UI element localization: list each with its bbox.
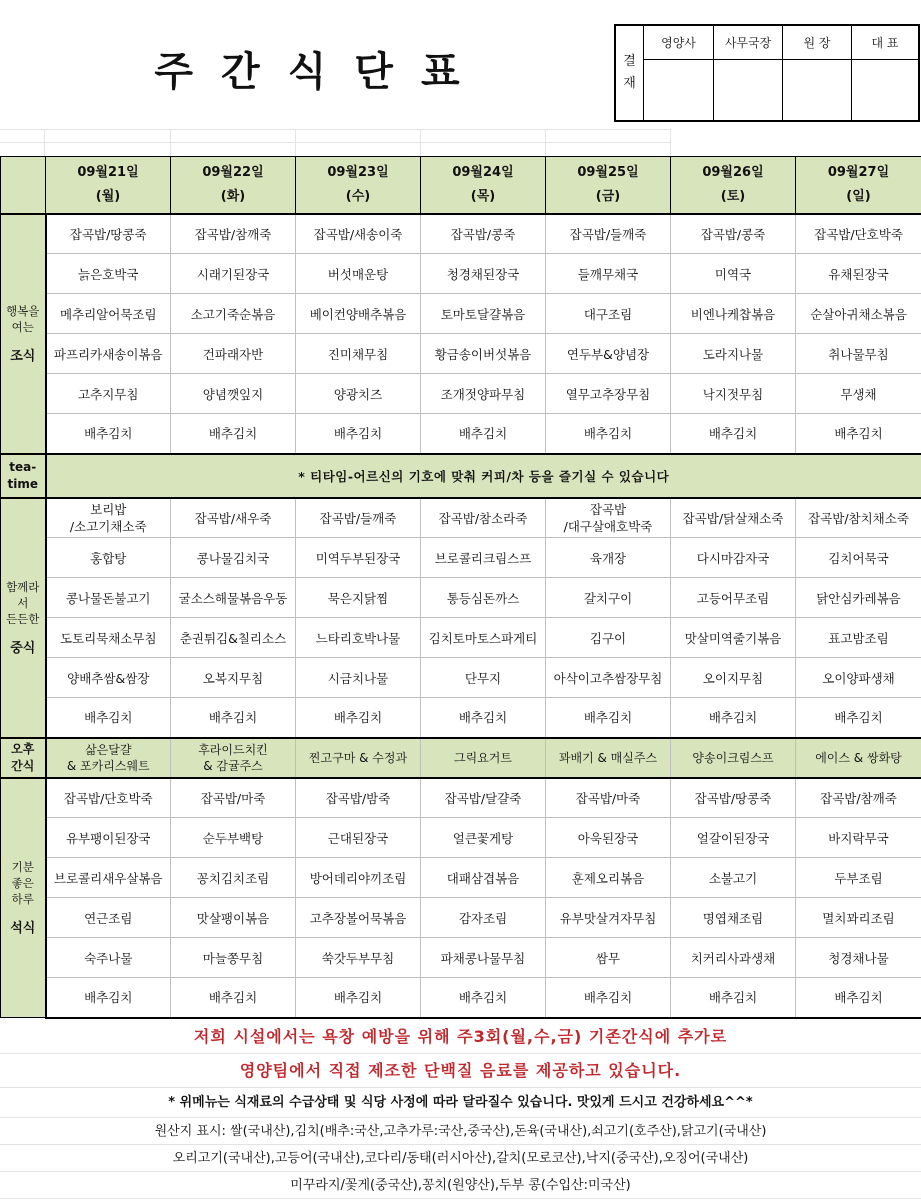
lunch-item: 배추김치 bbox=[546, 698, 671, 738]
dinner-item: 잡곡밥/참깨죽 bbox=[796, 778, 921, 818]
teatime-message: * 티타임-어르신의 기호에 맞춰 커피/차 등을 즐기실 수 있습니다 bbox=[46, 454, 921, 498]
lunch-item: 배추김치 bbox=[421, 698, 546, 738]
lunch-item: 김치어묵국 bbox=[796, 538, 921, 578]
dinner-item: 마늘쫑무침 bbox=[171, 938, 296, 978]
lunch-item: 잡곡밥/참치채소죽 bbox=[796, 498, 921, 538]
breakfast-item: 유채된장국 bbox=[796, 254, 921, 294]
lunch-item: 잡곡밥/새우죽 bbox=[171, 498, 296, 538]
lunch-item: 오이지무침 bbox=[671, 658, 796, 698]
breakfast-item: 시래기된장국 bbox=[171, 254, 296, 294]
breakfast-item: 배추김치 bbox=[421, 414, 546, 454]
origin-line-1: 원산지 표시: 쌀(국내산),김치(배추:국산,고추가루:국산,중국산),돈육(국내산),쇠고기(호주산),닭고기(국내산) bbox=[0, 1118, 921, 1145]
dinner-item: 얼갈이된장국 bbox=[671, 818, 796, 858]
approval-label: 결 재 bbox=[616, 26, 644, 120]
breakfast-item: 건파래자반 bbox=[171, 334, 296, 374]
breakfast-item: 배추김치 bbox=[671, 414, 796, 454]
breakfast-item: 미역국 bbox=[671, 254, 796, 294]
breakfast-item: 배추김치 bbox=[296, 414, 421, 454]
dinner-item: 꽁치김치조림 bbox=[171, 858, 296, 898]
lunch-item: 느타리호박나물 bbox=[296, 618, 421, 658]
breakfast-item: 배추김치 bbox=[171, 414, 296, 454]
lunch-item: 콩나물김치국 bbox=[171, 538, 296, 578]
dinner-item: 근대된장국 bbox=[296, 818, 421, 858]
lunch-item: 양배추쌈&쌈장 bbox=[46, 658, 171, 698]
breakfast-item: 낙지젓무침 bbox=[671, 374, 796, 414]
breakfast-item: 비엔나케찹볶음 bbox=[671, 294, 796, 334]
lunch-row bbox=[1, 698, 921, 738]
breakfast-item: 소고기죽순볶음 bbox=[171, 294, 296, 334]
lunch-item: 잡곡밥/들깨죽 bbox=[296, 498, 421, 538]
approval-col-ceo: 대 표 bbox=[852, 26, 918, 120]
day-header-1 bbox=[171, 157, 296, 214]
protein-drink-notice-line1: 저희 시설에서는 욕창 예방을 위해 주3회(월,수,금) 기존간식에 추가로 bbox=[0, 1020, 921, 1054]
dinner-item: 배추김치 bbox=[171, 978, 296, 1018]
dinner-item: 배추김치 bbox=[671, 978, 796, 1018]
dinner-item: 배추김치 bbox=[296, 978, 421, 1018]
lunch-item: 단무지 bbox=[421, 658, 546, 698]
date-header-row bbox=[1, 157, 921, 214]
dinner-item: 브로콜리새우살볶음 bbox=[46, 858, 171, 898]
lunch-row bbox=[1, 578, 921, 618]
breakfast-item: 연두부&양념장 bbox=[546, 334, 671, 374]
dinner-item: 쑥갓두부무침 bbox=[296, 938, 421, 978]
breakfast-item: 파프리카새송이볶음 bbox=[46, 334, 171, 374]
dinner-item: 훈제오리볶음 bbox=[546, 858, 671, 898]
dinner-item: 멸치꽈리조림 bbox=[796, 898, 921, 938]
breakfast-item: 도라지나물 bbox=[671, 334, 796, 374]
dinner-item: 맛살팽이볶음 bbox=[171, 898, 296, 938]
lunch-item: 고등어무조림 bbox=[671, 578, 796, 618]
dinner-item: 잡곡밥/마죽 bbox=[171, 778, 296, 818]
snack-item: 꽈배기 & 매실주스 bbox=[546, 738, 671, 778]
breakfast-item: 잡곡밥/단호박죽 bbox=[796, 214, 921, 254]
lunch-item: 맛살미역줄기볶음 bbox=[671, 618, 796, 658]
lunch-item: 굴소스해물볶음우동 bbox=[171, 578, 296, 618]
dinner-item: 두부조림 bbox=[796, 858, 921, 898]
breakfast-item: 잡곡밥/새송이죽 bbox=[296, 214, 421, 254]
dinner-item: 아욱된장국 bbox=[546, 818, 671, 858]
day-header-3 bbox=[421, 157, 546, 214]
breakfast-item: 메추리알어묵조림 bbox=[46, 294, 171, 334]
dinner-item: 바지락무국 bbox=[796, 818, 921, 858]
breakfast-item: 진미채무침 bbox=[296, 334, 421, 374]
day-header-5 bbox=[671, 157, 796, 214]
breakfast-item: 무생채 bbox=[796, 374, 921, 414]
lunch-item: 갈치구이 bbox=[546, 578, 671, 618]
dinner-row bbox=[1, 778, 921, 818]
breakfast-item: 황금송이버섯볶음 bbox=[421, 334, 546, 374]
lunch-item: 콩나물돈불고기 bbox=[46, 578, 171, 618]
breakfast-row bbox=[1, 374, 921, 414]
breakfast-item: 들깨무채국 bbox=[546, 254, 671, 294]
protein-drink-notice-line2: 영양팀에서 직접 제조한 단백질 음료를 제공하고 있습니다. bbox=[0, 1054, 921, 1088]
lunch-item: 브로콜리크림스프 bbox=[421, 538, 546, 578]
breakfast-item: 잡곡밥/콩죽 bbox=[421, 214, 546, 254]
breakfast-item: 버섯매운탕 bbox=[296, 254, 421, 294]
snack-item: 양송이크림스프 bbox=[671, 738, 796, 778]
lunch-item: 김치토마토스파게티 bbox=[421, 618, 546, 658]
breakfast-meal-name: 조식 bbox=[10, 348, 36, 364]
dinner-item: 잡곡밥/밤죽 bbox=[296, 778, 421, 818]
day-date: 09월26일 bbox=[702, 164, 764, 180]
lunch-item: 잡곡밥 /대구살애호박죽 bbox=[546, 498, 671, 538]
lunch-item: 잡곡밥/닭살채소죽 bbox=[671, 498, 796, 538]
day-weekday: (금) bbox=[595, 188, 621, 204]
lunch-row bbox=[1, 498, 921, 538]
breakfast-side-label bbox=[1, 214, 46, 454]
lunch-item: 육개장 bbox=[546, 538, 671, 578]
dinner-row bbox=[1, 898, 921, 938]
approval-col-dietitian: 영양사 bbox=[644, 26, 714, 120]
lunch-item: 묵은지닭찜 bbox=[296, 578, 421, 618]
snack-item: 에이스 & 쌍화탕 bbox=[796, 738, 921, 778]
breakfast-row bbox=[1, 254, 921, 294]
breakfast-row bbox=[1, 414, 921, 454]
dinner-item: 유부맛살겨자무침 bbox=[546, 898, 671, 938]
dinner-side-subtitle: 기분 좋은 하루 bbox=[11, 859, 34, 906]
lunch-row bbox=[1, 538, 921, 578]
lunch-row bbox=[1, 618, 921, 658]
dinner-item: 배추김치 bbox=[796, 978, 921, 1018]
breakfast-item: 배추김치 bbox=[46, 414, 171, 454]
lunch-meal-name: 중식 bbox=[10, 640, 36, 656]
lunch-item: 오이양파생채 bbox=[796, 658, 921, 698]
breakfast-item: 잡곡밥/참깨죽 bbox=[171, 214, 296, 254]
breakfast-item: 조개젓양파무침 bbox=[421, 374, 546, 414]
day-header-6 bbox=[796, 157, 921, 214]
dinner-item: 순두부백탕 bbox=[171, 818, 296, 858]
breakfast-item: 양광치즈 bbox=[296, 374, 421, 414]
teatime-label: tea- time bbox=[1, 454, 46, 498]
page-title: 주간식단표 bbox=[154, 49, 488, 95]
lunch-item: 잡곡밥/참소라죽 bbox=[421, 498, 546, 538]
dinner-row bbox=[1, 818, 921, 858]
lunch-side-subtitle: 함께라 서 든든한 bbox=[6, 579, 40, 626]
breakfast-row bbox=[1, 334, 921, 374]
day-weekday: (수) bbox=[345, 188, 371, 204]
approval-col-office-manager: 사무국장 bbox=[714, 26, 783, 120]
breakfast-item: 열무고추장무침 bbox=[546, 374, 671, 414]
menu-change-notice: * 위메뉴는 식재료의 수급상태 및 식당 사정에 따라 달라질수 있습니다. 맛있게 드시고 건강하세요^^* bbox=[0, 1088, 921, 1118]
breakfast-item: 배추김치 bbox=[546, 414, 671, 454]
weekly-menu-table bbox=[0, 156, 921, 1019]
origin-line-3: 미꾸라지/꽃게(중국산),꽁치(원양산),두부 콩(수입산:미국산) bbox=[0, 1172, 921, 1199]
dinner-item: 대패삼겹볶음 bbox=[421, 858, 546, 898]
dinner-item: 배추김치 bbox=[421, 978, 546, 1018]
lunch-item: 다시마감자국 bbox=[671, 538, 796, 578]
day-date: 09월24일 bbox=[452, 164, 514, 180]
dinner-item: 소불고기 bbox=[671, 858, 796, 898]
lunch-item: 홍합탕 bbox=[46, 538, 171, 578]
dinner-item: 청경채나물 bbox=[796, 938, 921, 978]
approval-col-director: 원 장 bbox=[783, 26, 852, 120]
snack-label: 오후 간식 bbox=[1, 738, 46, 778]
day-date: 09월27일 bbox=[827, 164, 890, 180]
day-weekday: (월) bbox=[95, 188, 121, 204]
breakfast-item: 순살아귀채소볶음 bbox=[796, 294, 921, 334]
breakfast-item: 대구조림 bbox=[546, 294, 671, 334]
date-header-corner bbox=[1, 157, 46, 214]
lunch-item: 배추김치 bbox=[296, 698, 421, 738]
snack-item: 삶은달걀 & 포카리스웨트 bbox=[46, 738, 171, 778]
day-header-0 bbox=[46, 157, 171, 214]
lunch-item: 통등심돈까스 bbox=[421, 578, 546, 618]
breakfast-side-subtitle: 행복을 여는 bbox=[6, 303, 40, 334]
lunch-item: 도토리묵채소무침 bbox=[46, 618, 171, 658]
lunch-item: 미역두부된장국 bbox=[296, 538, 421, 578]
lunch-item: 배추김치 bbox=[171, 698, 296, 738]
snack-item: 그릭요거트 bbox=[421, 738, 546, 778]
lunch-item: 보리밥 /소고기채소죽 bbox=[46, 498, 171, 538]
lunch-item: 춘권튀김&칠리소스 bbox=[171, 618, 296, 658]
lunch-item: 닭안심카레볶음 bbox=[796, 578, 921, 618]
dinner-item: 명엽채조림 bbox=[671, 898, 796, 938]
day-weekday: (화) bbox=[220, 188, 246, 204]
dinner-item: 배추김치 bbox=[546, 978, 671, 1018]
dinner-item: 잡곡밥/땅콩죽 bbox=[671, 778, 796, 818]
dinner-item: 방어데리야끼조림 bbox=[296, 858, 421, 898]
approval-box bbox=[614, 24, 920, 122]
dinner-item: 유부팽이된장국 bbox=[46, 818, 171, 858]
lunch-item: 아삭이고추쌈장무침 bbox=[546, 658, 671, 698]
breakfast-item: 양념깻잎지 bbox=[171, 374, 296, 414]
dinner-item: 고추장볼어묵볶음 bbox=[296, 898, 421, 938]
dinner-item: 얼큰꽃게탕 bbox=[421, 818, 546, 858]
dinner-row bbox=[1, 858, 921, 898]
dinner-item: 파채콩나물무침 bbox=[421, 938, 546, 978]
dinner-row bbox=[1, 938, 921, 978]
breakfast-item: 배추김치 bbox=[796, 414, 921, 454]
breakfast-row bbox=[1, 214, 921, 254]
dinner-item: 치커리사과생채 bbox=[671, 938, 796, 978]
day-date: 09월25일 bbox=[577, 164, 639, 180]
breakfast-row bbox=[1, 294, 921, 334]
lunch-item: 오복지무침 bbox=[171, 658, 296, 698]
lunch-item: 시금치나물 bbox=[296, 658, 421, 698]
lunch-row bbox=[1, 658, 921, 698]
breakfast-item: 베이컨양배추볶음 bbox=[296, 294, 421, 334]
day-date: 09월22일 bbox=[202, 164, 264, 180]
day-date: 09월21일 bbox=[77, 164, 139, 180]
dinner-side-label bbox=[1, 778, 46, 1018]
day-weekday: (일) bbox=[846, 188, 871, 204]
day-weekday: (목) bbox=[470, 188, 496, 204]
breakfast-item: 토마토달걀볶음 bbox=[421, 294, 546, 334]
dinner-item: 잡곡밥/단호박죽 bbox=[46, 778, 171, 818]
day-date: 09월23일 bbox=[327, 164, 389, 180]
day-header-2 bbox=[296, 157, 421, 214]
dinner-item: 연근조림 bbox=[46, 898, 171, 938]
lunch-item: 김구이 bbox=[546, 618, 671, 658]
header bbox=[0, 0, 921, 156]
lunch-item: 표고밤조림 bbox=[796, 618, 921, 658]
dinner-item: 잡곡밥/마죽 bbox=[546, 778, 671, 818]
breakfast-item: 잡곡밥/들깨죽 bbox=[546, 214, 671, 254]
lunch-item: 배추김치 bbox=[46, 698, 171, 738]
lunch-item: 배추김치 bbox=[796, 698, 921, 738]
dinner-meal-name: 석식 bbox=[10, 920, 36, 936]
notes-section bbox=[0, 1020, 921, 1199]
breakfast-item: 잡곡밥/콩죽 bbox=[671, 214, 796, 254]
dinner-item: 숙주나물 bbox=[46, 938, 171, 978]
dinner-item: 배추김치 bbox=[46, 978, 171, 1018]
snack-item: 후라이드치킨 & 감귤주스 bbox=[171, 738, 296, 778]
origin-line-2: 오리고기(국내산),고등어(국내산),코다리/동태(러시아산),갈치(모로코산),낙지(중국산),오징어(국내산) bbox=[0, 1145, 921, 1172]
breakfast-item: 잡곡밥/땅콩죽 bbox=[46, 214, 171, 254]
dinner-item: 쌈무 bbox=[546, 938, 671, 978]
day-header-4 bbox=[546, 157, 671, 214]
teatime-row bbox=[1, 454, 921, 498]
breakfast-item: 고추지무침 bbox=[46, 374, 171, 414]
lunch-side-label bbox=[1, 498, 46, 738]
breakfast-item: 늙은호박국 bbox=[46, 254, 171, 294]
breakfast-item: 청경채된장국 bbox=[421, 254, 546, 294]
breakfast-item: 취나물무침 bbox=[796, 334, 921, 374]
dinner-item: 잡곡밥/달걀죽 bbox=[421, 778, 546, 818]
snack-item: 찐고구마 & 수정과 bbox=[296, 738, 421, 778]
day-weekday: (토) bbox=[720, 188, 746, 204]
afternoon-snack-row bbox=[1, 738, 921, 778]
dinner-item: 감자조림 bbox=[421, 898, 546, 938]
dinner-row bbox=[1, 978, 921, 1018]
lunch-item: 배추김치 bbox=[671, 698, 796, 738]
